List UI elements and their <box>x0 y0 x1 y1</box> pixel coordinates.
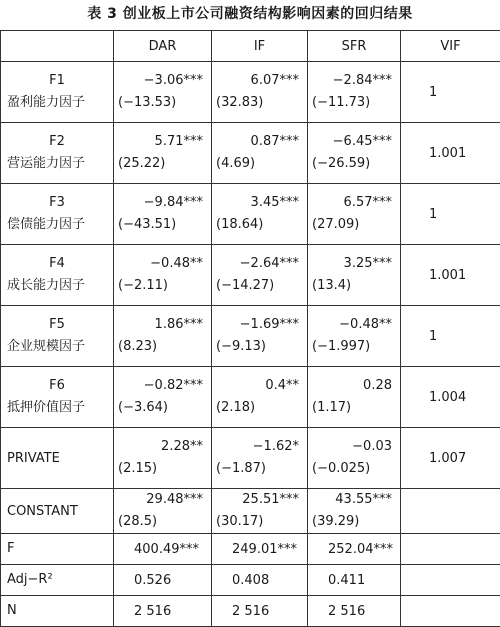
cell-vif <box>401 489 500 534</box>
row-label-cell <box>1 367 114 428</box>
row-label-name: 企业规模因子 <box>7 336 113 358</box>
row-label-cell <box>1 489 114 534</box>
coefficient-value: −6.45*** <box>308 131 392 153</box>
cell-dar <box>114 62 212 123</box>
stats-cell-vif <box>401 534 500 565</box>
coefficient-value: 3.25*** <box>308 253 392 275</box>
cell-dar <box>114 245 212 306</box>
t-statistic-value: (18.64) <box>212 214 299 236</box>
stats-cell-dar: 0.526 <box>114 565 212 596</box>
cell-if <box>212 428 308 489</box>
t-statistic-value: (32.83) <box>212 92 299 114</box>
t-statistic-value: (1.17) <box>308 397 392 419</box>
coefficient-value: 5.71*** <box>114 131 203 153</box>
row-label-code: F4 <box>7 253 113 275</box>
table-row <box>1 367 500 428</box>
t-statistic-value: (13.4) <box>308 275 392 297</box>
header-cell-if: IF <box>212 31 308 62</box>
cell-sfr <box>308 428 401 489</box>
t-statistic-value: (−13.53) <box>114 92 203 114</box>
row-label-code: F3 <box>7 192 113 214</box>
coefficient-value: −9.84*** <box>114 192 203 214</box>
coefficient-value: −0.48** <box>308 314 392 336</box>
coefficient-value: −0.48** <box>114 253 203 275</box>
table-row <box>1 489 500 534</box>
coefficient-value: −2.64*** <box>212 253 299 275</box>
coefficient-value: −0.03 <box>308 436 392 458</box>
cell-sfr <box>308 184 401 245</box>
stats-cell-dar: 2 516 <box>114 596 212 627</box>
stats-cell-if: 0.408 <box>212 565 308 596</box>
row-label-cell <box>1 245 114 306</box>
row-label-name: 盈利能力因子 <box>7 92 113 114</box>
t-statistic-value: (−1.87) <box>212 458 299 480</box>
table-row <box>1 62 500 123</box>
stats-cell-sfr: 2 516 <box>308 596 401 627</box>
table-row <box>1 428 500 489</box>
t-statistic-value: (−3.64) <box>114 397 203 419</box>
t-statistic-value: (−14.27) <box>212 275 299 297</box>
coefficient-value: −3.06*** <box>114 70 203 92</box>
coefficient-value: −2.84*** <box>308 70 392 92</box>
row-label-cell <box>1 123 114 184</box>
regression-table <box>0 30 500 627</box>
row-label-name: 偿债能力因子 <box>7 214 113 236</box>
t-statistic-value: (−0.025) <box>308 458 392 480</box>
coefficient-value: 0.28 <box>308 375 392 397</box>
cell-vif: 1.007 <box>401 428 500 489</box>
cell-vif: 1.004 <box>401 367 500 428</box>
t-statistic-value: (−9.13) <box>212 336 299 358</box>
table-row <box>1 245 500 306</box>
t-statistic-value: (2.18) <box>212 397 299 419</box>
cell-if <box>212 123 308 184</box>
cell-sfr <box>308 245 401 306</box>
header-cell-sfr: SFR <box>308 31 401 62</box>
header-cell-dar: DAR <box>114 31 212 62</box>
coefficient-value: 2.28** <box>114 436 203 458</box>
stats-row <box>1 596 500 627</box>
coefficient-value: −1.62* <box>212 436 299 458</box>
t-statistic-value: (39.29) <box>308 511 392 533</box>
cell-dar <box>114 306 212 367</box>
cell-sfr <box>308 367 401 428</box>
cell-dar <box>114 428 212 489</box>
table-row <box>1 123 500 184</box>
t-statistic-value: (28.5) <box>114 511 203 533</box>
cell-if <box>212 367 308 428</box>
coefficient-value: 25.51*** <box>212 489 299 511</box>
cell-if <box>212 489 308 534</box>
coefficient-value: 3.45*** <box>212 192 299 214</box>
t-statistic-value: (4.69) <box>212 153 299 175</box>
cell-vif: 1 <box>401 62 500 123</box>
cell-if <box>212 245 308 306</box>
t-statistic-value: (−1.997) <box>308 336 392 358</box>
stats-row <box>1 565 500 596</box>
row-label-code: CONSTANT <box>7 504 78 519</box>
coefficient-value: 1.86*** <box>114 314 203 336</box>
row-label-code: F1 <box>7 70 113 92</box>
t-statistic-value: (30.17) <box>212 511 299 533</box>
coefficient-value: −1.69*** <box>212 314 299 336</box>
coefficient-value: 43.55*** <box>308 489 392 511</box>
row-label-name: 成长能力因子 <box>7 275 113 297</box>
coefficient-value: 0.87*** <box>212 131 299 153</box>
stats-cell-vif <box>401 565 500 596</box>
cell-vif: 1.001 <box>401 123 500 184</box>
row-label-cell <box>1 306 114 367</box>
cell-dar <box>114 123 212 184</box>
table-title: 表 3 创业板上市公司融资结构影响因素的回归结果 <box>0 0 500 28</box>
cell-if <box>212 184 308 245</box>
cell-sfr <box>308 123 401 184</box>
header-cell-empty <box>1 31 114 62</box>
row-label-cell <box>1 428 114 489</box>
cell-sfr <box>308 306 401 367</box>
cell-sfr <box>308 62 401 123</box>
stats-cell-vif <box>401 596 500 627</box>
cell-if <box>212 306 308 367</box>
row-label-cell <box>1 184 114 245</box>
stats-label-cell: F <box>1 534 114 565</box>
stats-cell-sfr: 252.04*** <box>308 534 401 565</box>
cell-sfr <box>308 489 401 534</box>
row-label-code: PRIVATE <box>7 451 60 466</box>
coefficient-value: 0.4** <box>212 375 299 397</box>
cell-dar <box>114 367 212 428</box>
row-label-code: F5 <box>7 314 113 336</box>
t-statistic-value: (−11.73) <box>308 92 392 114</box>
t-statistic-value: (8.23) <box>114 336 203 358</box>
t-statistic-value: (2.15) <box>114 458 203 480</box>
t-statistic-value: (−2.11) <box>114 275 203 297</box>
cell-vif: 1 <box>401 306 500 367</box>
table-row <box>1 306 500 367</box>
t-statistic-value: (−43.51) <box>114 214 203 236</box>
cell-dar <box>114 489 212 534</box>
stats-cell-sfr: 0.411 <box>308 565 401 596</box>
cell-dar <box>114 184 212 245</box>
header-cell-vif: VIF <box>401 31 500 62</box>
cell-if <box>212 62 308 123</box>
stats-cell-if: 2 516 <box>212 596 308 627</box>
row-label-code: F6 <box>7 375 113 397</box>
stats-label-cell: N <box>1 596 114 627</box>
row-label-code: F2 <box>7 131 113 153</box>
cell-vif: 1 <box>401 184 500 245</box>
stats-label-cell: Adj−R² <box>1 565 114 596</box>
t-statistic-value: (−26.59) <box>308 153 392 175</box>
stats-cell-dar: 400.49*** <box>114 534 212 565</box>
stats-row <box>1 534 500 565</box>
header-row <box>1 31 500 62</box>
cell-vif: 1.001 <box>401 245 500 306</box>
row-label-name: 抵押价值因子 <box>7 397 113 419</box>
row-label-cell <box>1 62 114 123</box>
coefficient-value: 29.48*** <box>114 489 203 511</box>
row-label-name: 营运能力因子 <box>7 153 113 175</box>
coefficient-value: 6.07*** <box>212 70 299 92</box>
coefficient-value: −0.82*** <box>114 375 203 397</box>
t-statistic-value: (27.09) <box>308 214 392 236</box>
table-row <box>1 184 500 245</box>
stats-cell-if: 249.01*** <box>212 534 308 565</box>
t-statistic-value: (25.22) <box>114 153 203 175</box>
coefficient-value: 6.57*** <box>308 192 392 214</box>
